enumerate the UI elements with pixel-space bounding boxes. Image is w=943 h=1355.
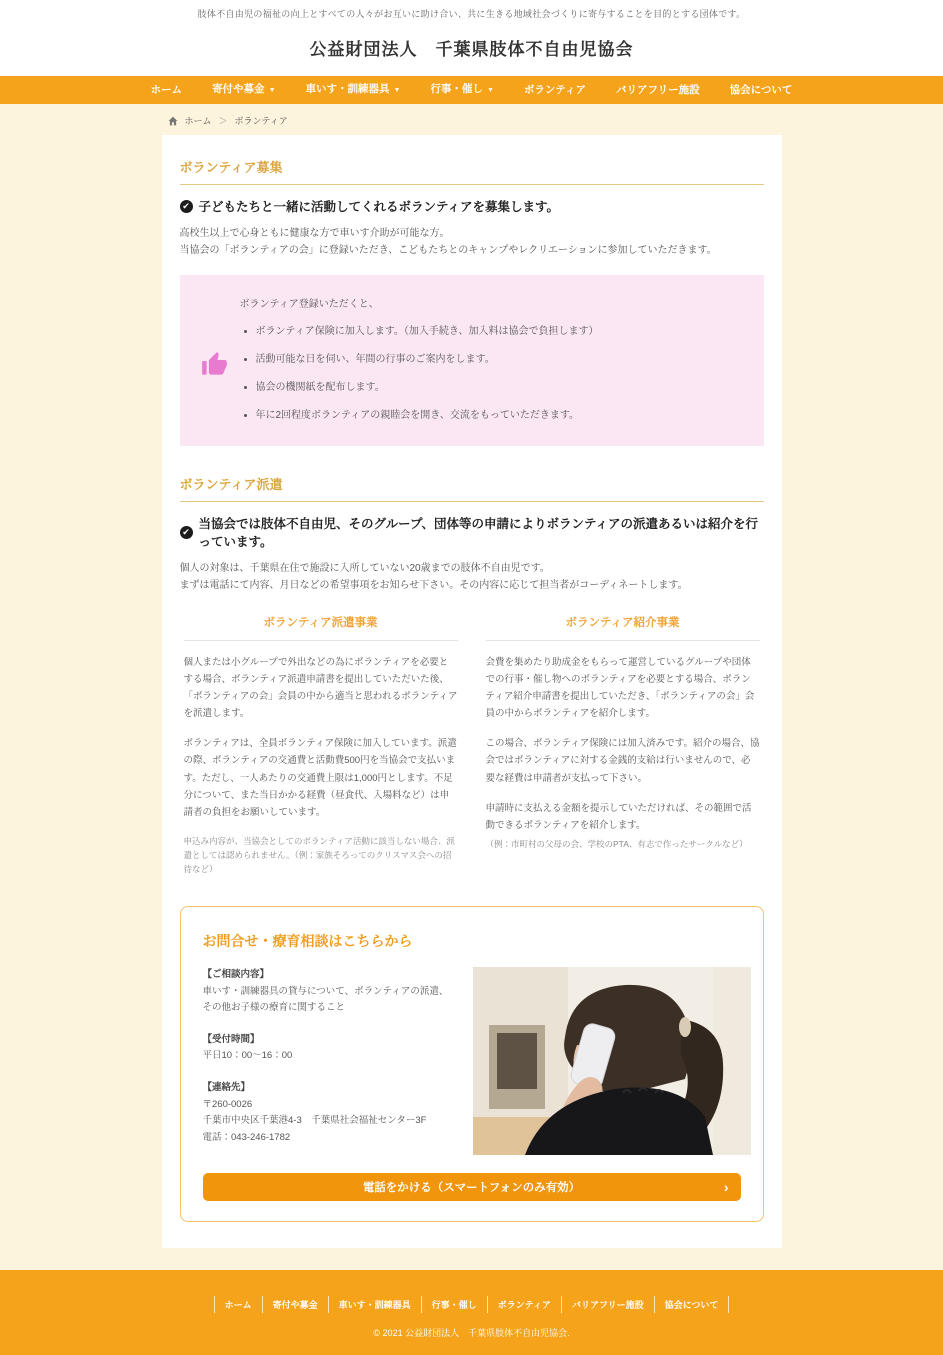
dispatch-body-line1: 個人の対象は、千葉県在住で施設に入所していない20歳までの肢体不自由児です。 bbox=[179, 563, 550, 574]
dispatch-program-title: ボランティア派遣事業 bbox=[184, 614, 458, 641]
benefit-item: • 活動可能な日を伺い、年間の行事のご案内をします。 bbox=[256, 352, 742, 367]
nav-label: 協会について bbox=[729, 84, 793, 96]
benefits-content bbox=[240, 293, 742, 436]
hours-body: 平日10：00～16：00 bbox=[202, 1050, 293, 1062]
referral-program-column bbox=[486, 614, 760, 876]
address-label: 【連絡先】 bbox=[202, 1082, 251, 1094]
benefit-item: • 年に2回程度ボランティアの親睦会を開き、交流をもっていただきます。 bbox=[256, 408, 742, 423]
referral-program-note: （例：市町村の父母の会、学校のPTA、有志で作ったサークルなど） bbox=[485, 838, 748, 849]
nav-label: バリアフリー施設 bbox=[616, 84, 700, 96]
recruit-body bbox=[180, 225, 764, 259]
contact-photo bbox=[473, 967, 751, 1155]
referral-program-p2: この場合、ボランティア保険には加入済みです。紹介の場合、協会ではボランティアに対する金銭的支給は行いませんので、必要な経費は申請者が支払って下さい。 bbox=[485, 738, 760, 784]
check-circle-icon: ✔ bbox=[180, 200, 193, 213]
nav-item-donation[interactable] bbox=[197, 75, 290, 105]
copyright-text: © 2021 公益財団法人 千葉県肢体不自由児協会. bbox=[373, 1327, 570, 1338]
referral-program-p3: 申請時に支払える金額を提示していただければ、その範囲で活動できるボランティアを紹介します。 bbox=[485, 802, 752, 831]
footer-link-home[interactable]: ホーム bbox=[214, 1296, 263, 1313]
site-footer bbox=[0, 1270, 943, 1355]
benefit-item: • 協会の機関紙を配布します。 bbox=[256, 380, 742, 395]
footer-link-donation[interactable]: 寄付や募金 bbox=[263, 1296, 329, 1313]
dispatch-program-note: 申込み内容が、当協会としてのボランティア活動に該当しない場合、派遣としては認められません。（例：家族そろってのクリスマス会への招待など） bbox=[183, 835, 455, 874]
contact-body bbox=[193, 967, 751, 1155]
footer-nav bbox=[0, 1296, 943, 1313]
dispatch-lead bbox=[180, 514, 764, 550]
breadcrumb-current: ボランティア bbox=[234, 116, 288, 126]
benefit-item: • ボランティア保険に加入します。（加入手続き、加入料は協会で負担します） bbox=[256, 324, 742, 339]
nav-label: ボランティア bbox=[523, 84, 587, 96]
contact-info bbox=[193, 967, 455, 1147]
dispatch-program-p1: 個人または小グループで外出などの為にボランティアを必要とする場合、ボランティア派遣申請書を提出していただいた後、「ボランティアの会」会員の中から適当と思われるボランティアを派遣します。 bbox=[183, 657, 458, 720]
address-line: 千葉市中央区千葉港4-3 千葉県社会福祉センター3F bbox=[202, 1115, 427, 1127]
dispatch-body bbox=[180, 560, 764, 594]
consult-label: 【ご相談内容】 bbox=[202, 968, 270, 980]
main-navbar bbox=[0, 76, 943, 104]
breadcrumb bbox=[162, 104, 782, 135]
thumbs-up-icon bbox=[190, 293, 240, 436]
chevron-down-icon: ▼ bbox=[393, 87, 401, 94]
site-header bbox=[0, 0, 943, 76]
nav-item-barrier-free[interactable] bbox=[601, 76, 715, 104]
chevron-down-icon: ▼ bbox=[268, 87, 276, 94]
dispatch-lead-text: 当協会では肢体不自由児、そのグループ、団体等の申請によりボランティアの派遣あるいは紹介を行っています。 bbox=[198, 517, 759, 549]
footer-link-wheelchair[interactable]: 車いす・訓練器具 bbox=[329, 1296, 422, 1313]
consult-body: 車いす・訓練器具の貸与について、ボランティアの派遣、その他お子様の療育に関すること bbox=[202, 985, 449, 1014]
referral-program-p1: 会費を集めたり助成金をもらって運営しているグループや団体での行事・催し物へのボランティアを必要とする場合、ボランティア紹介申請書を提出していただき、「ボランティアの会」会員の中からボランティアを紹介します。 bbox=[485, 657, 755, 720]
recruit-lead bbox=[180, 197, 764, 215]
contact-box bbox=[180, 906, 764, 1222]
nav-item-home[interactable] bbox=[136, 76, 198, 104]
nav-label: 車いす・訓練器具 bbox=[305, 83, 390, 95]
recruit-section-heading: ボランティア募集 bbox=[180, 157, 764, 185]
chevron-down-icon: ▼ bbox=[486, 87, 494, 94]
referral-program-title: ボランティア紹介事業 bbox=[486, 614, 760, 641]
program-columns bbox=[184, 614, 760, 876]
footer-link-volunteer[interactable]: ボランティア bbox=[488, 1296, 562, 1313]
benefits-list bbox=[240, 324, 742, 423]
contact-heading: お問合せ・療育相談はこちらから bbox=[202, 932, 413, 949]
call-button-label: 電話をかける（スマートフォンのみ有効） bbox=[362, 1181, 581, 1194]
benefits-intro: ボランティア登録いただくと、 bbox=[239, 299, 379, 310]
nav-item-events[interactable] bbox=[415, 75, 508, 105]
recruit-lead-text: 子どもたちと一緒に活動してくれるボランティアを募集します。 bbox=[198, 200, 560, 214]
nav-item-about[interactable] bbox=[715, 76, 808, 104]
dispatch-program-column bbox=[184, 614, 458, 876]
dispatch-section-heading: ボランティア派遣 bbox=[180, 474, 764, 502]
benefits-box bbox=[180, 275, 764, 446]
site-title: 公益財団法人 千葉県肢体不自由児協会 bbox=[309, 40, 634, 59]
check-circle-icon: ✔ bbox=[180, 526, 193, 539]
hours-label: 【受付時間】 bbox=[202, 1033, 260, 1045]
footer-link-events[interactable]: 行事・催し bbox=[422, 1296, 488, 1313]
dispatch-body-line2: まずは電話にて内容、月日などの希望事項をお知らせ下さい。その内容に応じて担当者がコーディネートします。 bbox=[179, 580, 688, 591]
nav-item-volunteer[interactable] bbox=[509, 76, 601, 104]
breadcrumb-home-link[interactable]: ホーム bbox=[184, 116, 212, 126]
chevron-right-icon: › bbox=[723, 1178, 729, 1195]
nav-item-wheelchair[interactable] bbox=[291, 75, 416, 105]
phone-number: 電話：043-246-1782 bbox=[202, 1131, 291, 1143]
nav-label: 行事・催し bbox=[430, 83, 483, 95]
postal-code: 〒260-0026 bbox=[202, 1098, 253, 1110]
main-content bbox=[162, 135, 782, 1248]
nav-label: 寄付や募金 bbox=[212, 83, 265, 95]
breadcrumb-separator-icon: ＞ bbox=[218, 116, 228, 126]
recruit-body-line2: 当協会の「ボランティアの会」に登録いただき、こどもたちとのキャンプやレクリエーションに参加していただきます。 bbox=[179, 245, 717, 256]
call-button[interactable] bbox=[203, 1173, 741, 1201]
nav-label: ホーム bbox=[150, 84, 183, 96]
home-icon bbox=[168, 116, 178, 126]
recruit-body-line1: 高校生以上で心身ともに健康な方で車いす介助が可能な方。 bbox=[179, 228, 450, 239]
dispatch-program-p2: ボランティアは、全員ボランティア保険に加入しています。派遣の際、ボランティアの交通費と活動費500円を当協会で支払います。ただし、一人あたりの交通費上限は1,000円とします。不足分について、また当日かかる経費（昼食代、入場料など）は申請者の負担をお願いしています。 bbox=[183, 738, 457, 818]
footer-link-barrier-free[interactable]: バリアフリー施設 bbox=[562, 1296, 655, 1313]
site-tagline: 肢体不自由児の福祉の向上とすべての人々がお互いに助け合い、共に生きる地域社会づくりに寄与することを目的とする団体です。 bbox=[197, 9, 746, 19]
footer-link-about[interactable]: 協会について bbox=[655, 1296, 730, 1313]
